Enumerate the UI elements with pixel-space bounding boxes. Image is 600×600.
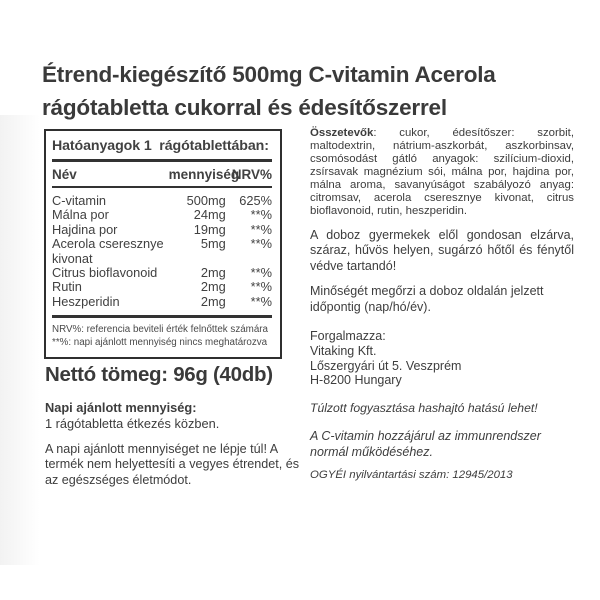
cell-nrv: **% bbox=[250, 207, 272, 223]
cell-amount: 2mg bbox=[200, 265, 226, 281]
cell-nrv: **% bbox=[250, 236, 272, 252]
table-footnote: NRV%: referencia beviteli érték felnőttek számára bbox=[52, 324, 268, 336]
table-footnote: **%: napi ajánlott mennyiség nincs meghatározva bbox=[52, 336, 268, 348]
cell-nrv: **% bbox=[250, 221, 272, 237]
table-row bbox=[52, 266, 272, 280]
cell-name: Heszperidin bbox=[52, 293, 120, 309]
left-edge-shade bbox=[0, 115, 40, 565]
divider bbox=[52, 315, 272, 318]
cell-nrv: **% bbox=[250, 279, 272, 295]
cell-amount: 19mg bbox=[193, 221, 226, 237]
table-row bbox=[52, 194, 272, 208]
cell-name: Citrus bioflavonoid bbox=[52, 265, 158, 281]
storage-instructions: A doboz gyermekek elől gondosan elzárva, száraz, hűvös helyen, sugárzó hőtől és fénytől védve tartandó! bbox=[310, 228, 574, 273]
cell-nrv: **% bbox=[250, 293, 272, 309]
table-row bbox=[52, 208, 272, 222]
ingredients-paragraph bbox=[310, 127, 574, 218]
cell-name: Rutin bbox=[52, 279, 82, 295]
table-row bbox=[52, 223, 272, 237]
warning-text: A napi ajánlott mennyiséget ne lépje túl! A termék nem helyettesíti a vegyes étrendet, és az egészséges életmódot. bbox=[45, 442, 300, 487]
page-title: Étrend-kiegészítő 500mg C-vitamin Acerola rágótabletta cukorral és édesítőszerrel bbox=[42, 62, 496, 120]
ingredients-label: Összetevők bbox=[310, 127, 374, 139]
table-row bbox=[52, 237, 272, 266]
health-claim: A C-vitamin hozzájárul az immunrendszer normál működéséhez. bbox=[310, 429, 541, 459]
cell-amount: 2mg bbox=[200, 279, 226, 295]
dosage-text: 1 rágótabletta étkezés közben. bbox=[45, 416, 220, 431]
distributor-line: Lőszergyári út 5. Veszprém bbox=[310, 358, 462, 373]
column-header-name: Név bbox=[52, 167, 77, 182]
net-weight: Nettó tömeg: 96g (40db) bbox=[45, 363, 273, 386]
cell-name: C-vitamin bbox=[52, 193, 107, 208]
table-row bbox=[52, 295, 272, 309]
cell-nrv: **% bbox=[250, 265, 272, 281]
registration-number: OGYÉI nyilvántartási szám: 12945/2013 bbox=[310, 469, 513, 482]
cell-amount: 24mg bbox=[193, 207, 226, 223]
distributor-label: Forgalmazza: bbox=[310, 329, 386, 344]
table-header-row bbox=[52, 162, 272, 186]
quality-note: Minőségét megőrzi a doboz oldalán jelzett időpontig (nap/hó/év). bbox=[310, 284, 544, 314]
cell-amount: 2mg bbox=[200, 293, 226, 309]
dosage-heading: Napi ajánlott mennyiség: bbox=[45, 400, 197, 415]
cell-nrv: 625% bbox=[239, 193, 272, 208]
distributor-line: H-8200 Hungary bbox=[310, 373, 402, 388]
info-column bbox=[310, 127, 574, 481]
cell-amount: 500mg bbox=[186, 193, 226, 208]
table-body bbox=[52, 188, 272, 309]
ingredients-text: : cukor, édesítőszer: szorbit, maltodextrin, nátrium-aszkorbát, aszkorbinsav, csomósodást gátló anyagok: szilícium-dioxid, zsírsavak magnézium sói, málna por, hajdina por, málna aroma, savanyúságot szabályozó anyag: citromsav, acerola cseresznye kivonat, citrus bioflavonoid, rutin, heszperidin. bbox=[310, 127, 574, 217]
table-title: Hatóanyagok 1 rágótablettában: bbox=[52, 138, 269, 154]
distributor-line: Vitaking Kft. bbox=[310, 343, 377, 358]
laxative-warning: Túlzott fogyasztása hashajtó hatású lehet! bbox=[310, 401, 538, 416]
supplement-facts-table bbox=[44, 129, 282, 359]
column-header-amount: mennyiség bbox=[168, 167, 240, 182]
distributor-block bbox=[310, 329, 574, 388]
column-header-nrv: NRV% bbox=[231, 167, 272, 182]
cell-amount: 5mg bbox=[200, 236, 226, 252]
cell-name: Hajdina por bbox=[52, 221, 118, 237]
table-footnotes bbox=[52, 324, 272, 349]
cell-name: Málna por bbox=[52, 207, 109, 223]
cell-name: Acerola cseresznye kivonat bbox=[52, 236, 164, 266]
table-row bbox=[52, 280, 272, 294]
